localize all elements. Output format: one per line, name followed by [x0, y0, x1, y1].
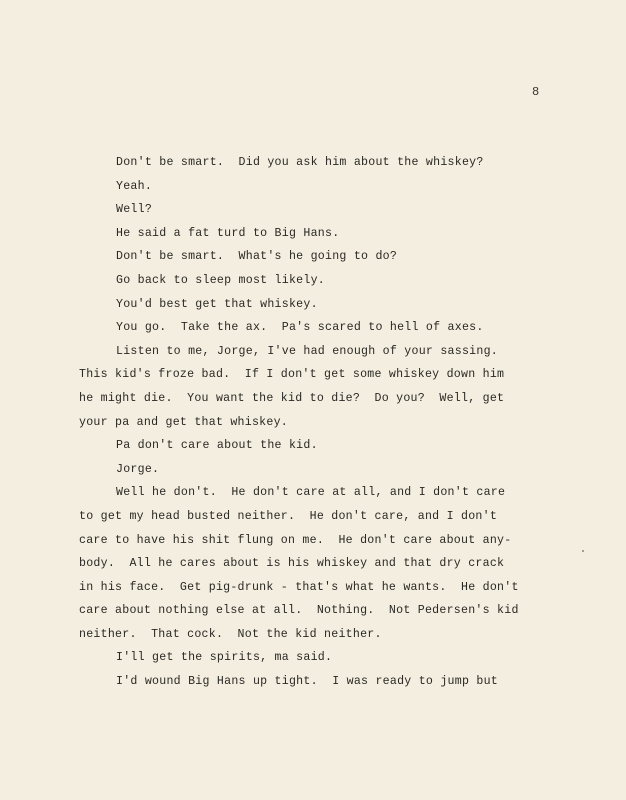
text-line: I'll get the spirits, ma said. — [116, 651, 333, 665]
text-line: to get my head busted neither. He don't care, and I don't — [79, 509, 498, 523]
text-line: Jorge. — [116, 462, 160, 476]
text-line: Yeah. — [116, 179, 153, 193]
text-line: You'd best get that whiskey. — [116, 297, 318, 311]
text-line: in his face. Get pig-drunk - that's what he wants. He don't — [79, 580, 519, 594]
text-line: body. All he cares about is his whiskey and that dry crack — [79, 557, 505, 571]
paper-speck — [582, 550, 584, 552]
text-line: Listen to me, Jorge, I've had enough of your sassing. — [116, 344, 498, 358]
text-line: I'd wound Big Hans up tight. I was ready to jump but — [116, 675, 498, 689]
text-line: neither. That cock. Not the kid neither. — [79, 627, 382, 641]
text-line: Don't be smart. Did you ask him about the whiskey? — [116, 156, 484, 169]
text-line: Well? — [116, 203, 153, 217]
text-line: care about nothing else at all. Nothing. Not Pedersen's kid — [79, 604, 519, 618]
text-line: Don't be smart. What's he going to do? — [116, 250, 398, 264]
text-line: He said a fat turd to Big Hans. — [116, 226, 340, 240]
text-line: your pa and get that whiskey. — [79, 415, 289, 429]
text-line: This kid's froze bad. If I don't get some whiskey down him — [79, 368, 505, 382]
text-line: Pa don't care about the kid. — [116, 439, 318, 453]
text-line: he might die. You want the kid to die? Do you? Well, get — [79, 391, 505, 405]
text-line: Go back to sleep most likely. — [116, 273, 326, 287]
page-number: 8 — [532, 85, 540, 99]
manuscript-text — [79, 151, 549, 694]
text-line: Well he don't. He don't care at all, and I don't care — [116, 486, 506, 500]
text-line: You go. Take the ax. Pa's scared to hell of axes. — [116, 321, 484, 335]
text-line: care to have his shit flung on me. He don't care about any- — [79, 533, 512, 547]
